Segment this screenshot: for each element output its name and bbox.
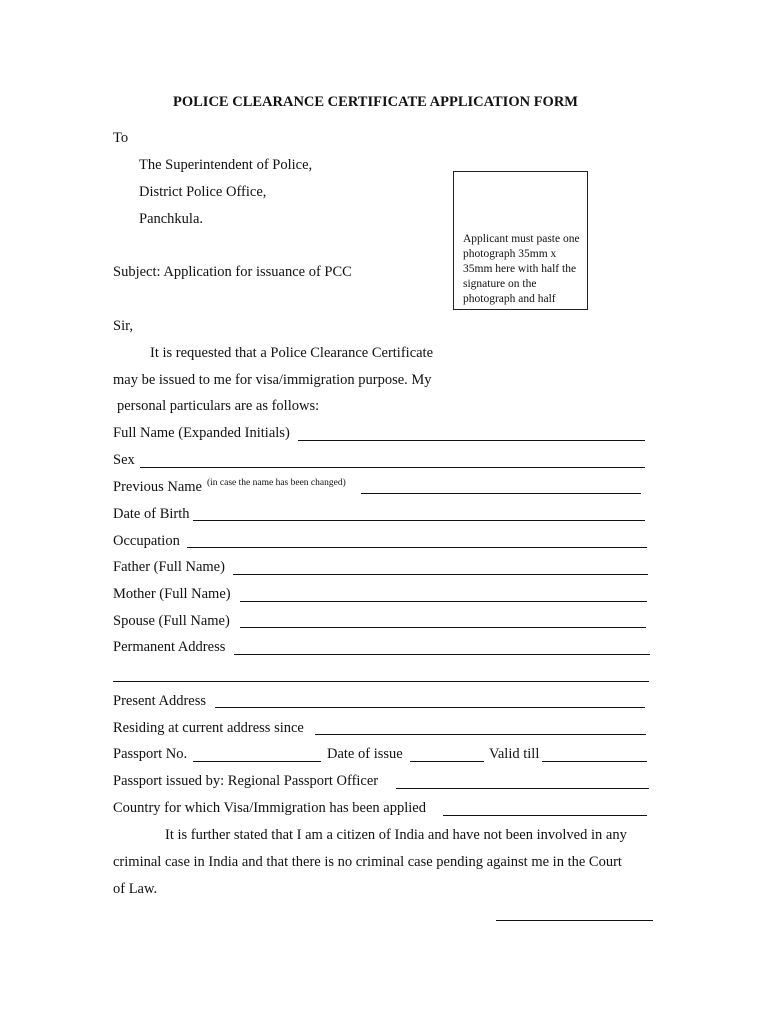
subject-line: Subject: Application for issuance of PCC bbox=[113, 264, 352, 280]
mother-field[interactable] bbox=[240, 601, 647, 602]
occupation-label: Occupation bbox=[113, 533, 180, 549]
passport-issued-by-field[interactable] bbox=[396, 788, 649, 789]
mother-label: Mother (Full Name) bbox=[113, 586, 231, 602]
photo-instructions: Applicant must paste one photograph 35mm x 35mm here with half the signature on the photograph and half bbox=[463, 233, 580, 305]
dob-field[interactable] bbox=[193, 520, 645, 521]
salutation: Sir, bbox=[113, 318, 133, 334]
valid-till-field[interactable] bbox=[542, 761, 647, 762]
country-field[interactable] bbox=[443, 815, 647, 816]
previous-name-note: (in case the name has been changed) bbox=[207, 478, 346, 488]
residing-since-label: Residing at current address since bbox=[113, 720, 304, 736]
intro-line-3: personal particulars are as follows: bbox=[117, 398, 320, 414]
passport-no-field[interactable] bbox=[193, 761, 321, 762]
date-of-issue-field[interactable] bbox=[410, 761, 484, 762]
signature-line[interactable] bbox=[496, 920, 653, 921]
present-address-field[interactable] bbox=[215, 707, 645, 708]
addressee-line-1: The Superintendent of Police, bbox=[139, 157, 313, 173]
intro-line-2: may be issued to me for visa/immigration purpose. My bbox=[113, 372, 432, 388]
father-field[interactable] bbox=[233, 574, 648, 575]
dob-label: Date of Birth bbox=[113, 506, 190, 522]
previous-name-label bbox=[113, 478, 346, 498]
form-title: POLICE CLEARANCE CERTIFICATE APPLICATION FORM bbox=[173, 94, 578, 110]
country-label: Country for which Visa/Immigration has been applied bbox=[113, 800, 426, 816]
date-of-issue-label: Date of issue bbox=[327, 746, 403, 762]
addressee-line-3: Panchkula. bbox=[139, 211, 204, 227]
sex-label: Sex bbox=[113, 452, 135, 468]
full-name-label: Full Name (Expanded Initials) bbox=[113, 425, 290, 441]
intro-line-1: It is requested that a Police Clearance Certificate bbox=[150, 345, 434, 361]
valid-till-label: Valid till bbox=[489, 746, 540, 762]
declaration-line-1: It is further stated that I am a citizen of India and have not been involved in any bbox=[165, 827, 627, 843]
addressee-line-2: District Police Office, bbox=[139, 184, 267, 200]
passport-issued-by-label: Passport issued by: Regional Passport Officer bbox=[113, 773, 379, 789]
passport-no-label: Passport No. bbox=[113, 746, 188, 762]
spouse-field[interactable] bbox=[240, 627, 646, 628]
permanent-address-label: Permanent Address bbox=[113, 639, 226, 655]
father-label: Father (Full Name) bbox=[113, 559, 225, 575]
residing-since-field[interactable] bbox=[315, 734, 646, 735]
declaration-line-3: of Law. bbox=[113, 881, 158, 897]
permanent-address-field-2[interactable] bbox=[113, 681, 649, 682]
previous-name-field[interactable] bbox=[361, 493, 641, 494]
declaration-line-2: criminal case in India and that there is no criminal case pending against me in the Court bbox=[113, 854, 622, 870]
to-label: To bbox=[113, 130, 129, 146]
occupation-field[interactable] bbox=[187, 547, 647, 548]
spouse-label: Spouse (Full Name) bbox=[113, 613, 230, 629]
previous-name-text: Previous Name bbox=[113, 479, 202, 495]
sex-field[interactable] bbox=[140, 467, 645, 468]
photo-box[interactable] bbox=[453, 171, 588, 310]
permanent-address-field-1[interactable] bbox=[234, 654, 650, 655]
full-name-field[interactable] bbox=[298, 440, 645, 441]
present-address-label: Present Address bbox=[113, 693, 207, 709]
